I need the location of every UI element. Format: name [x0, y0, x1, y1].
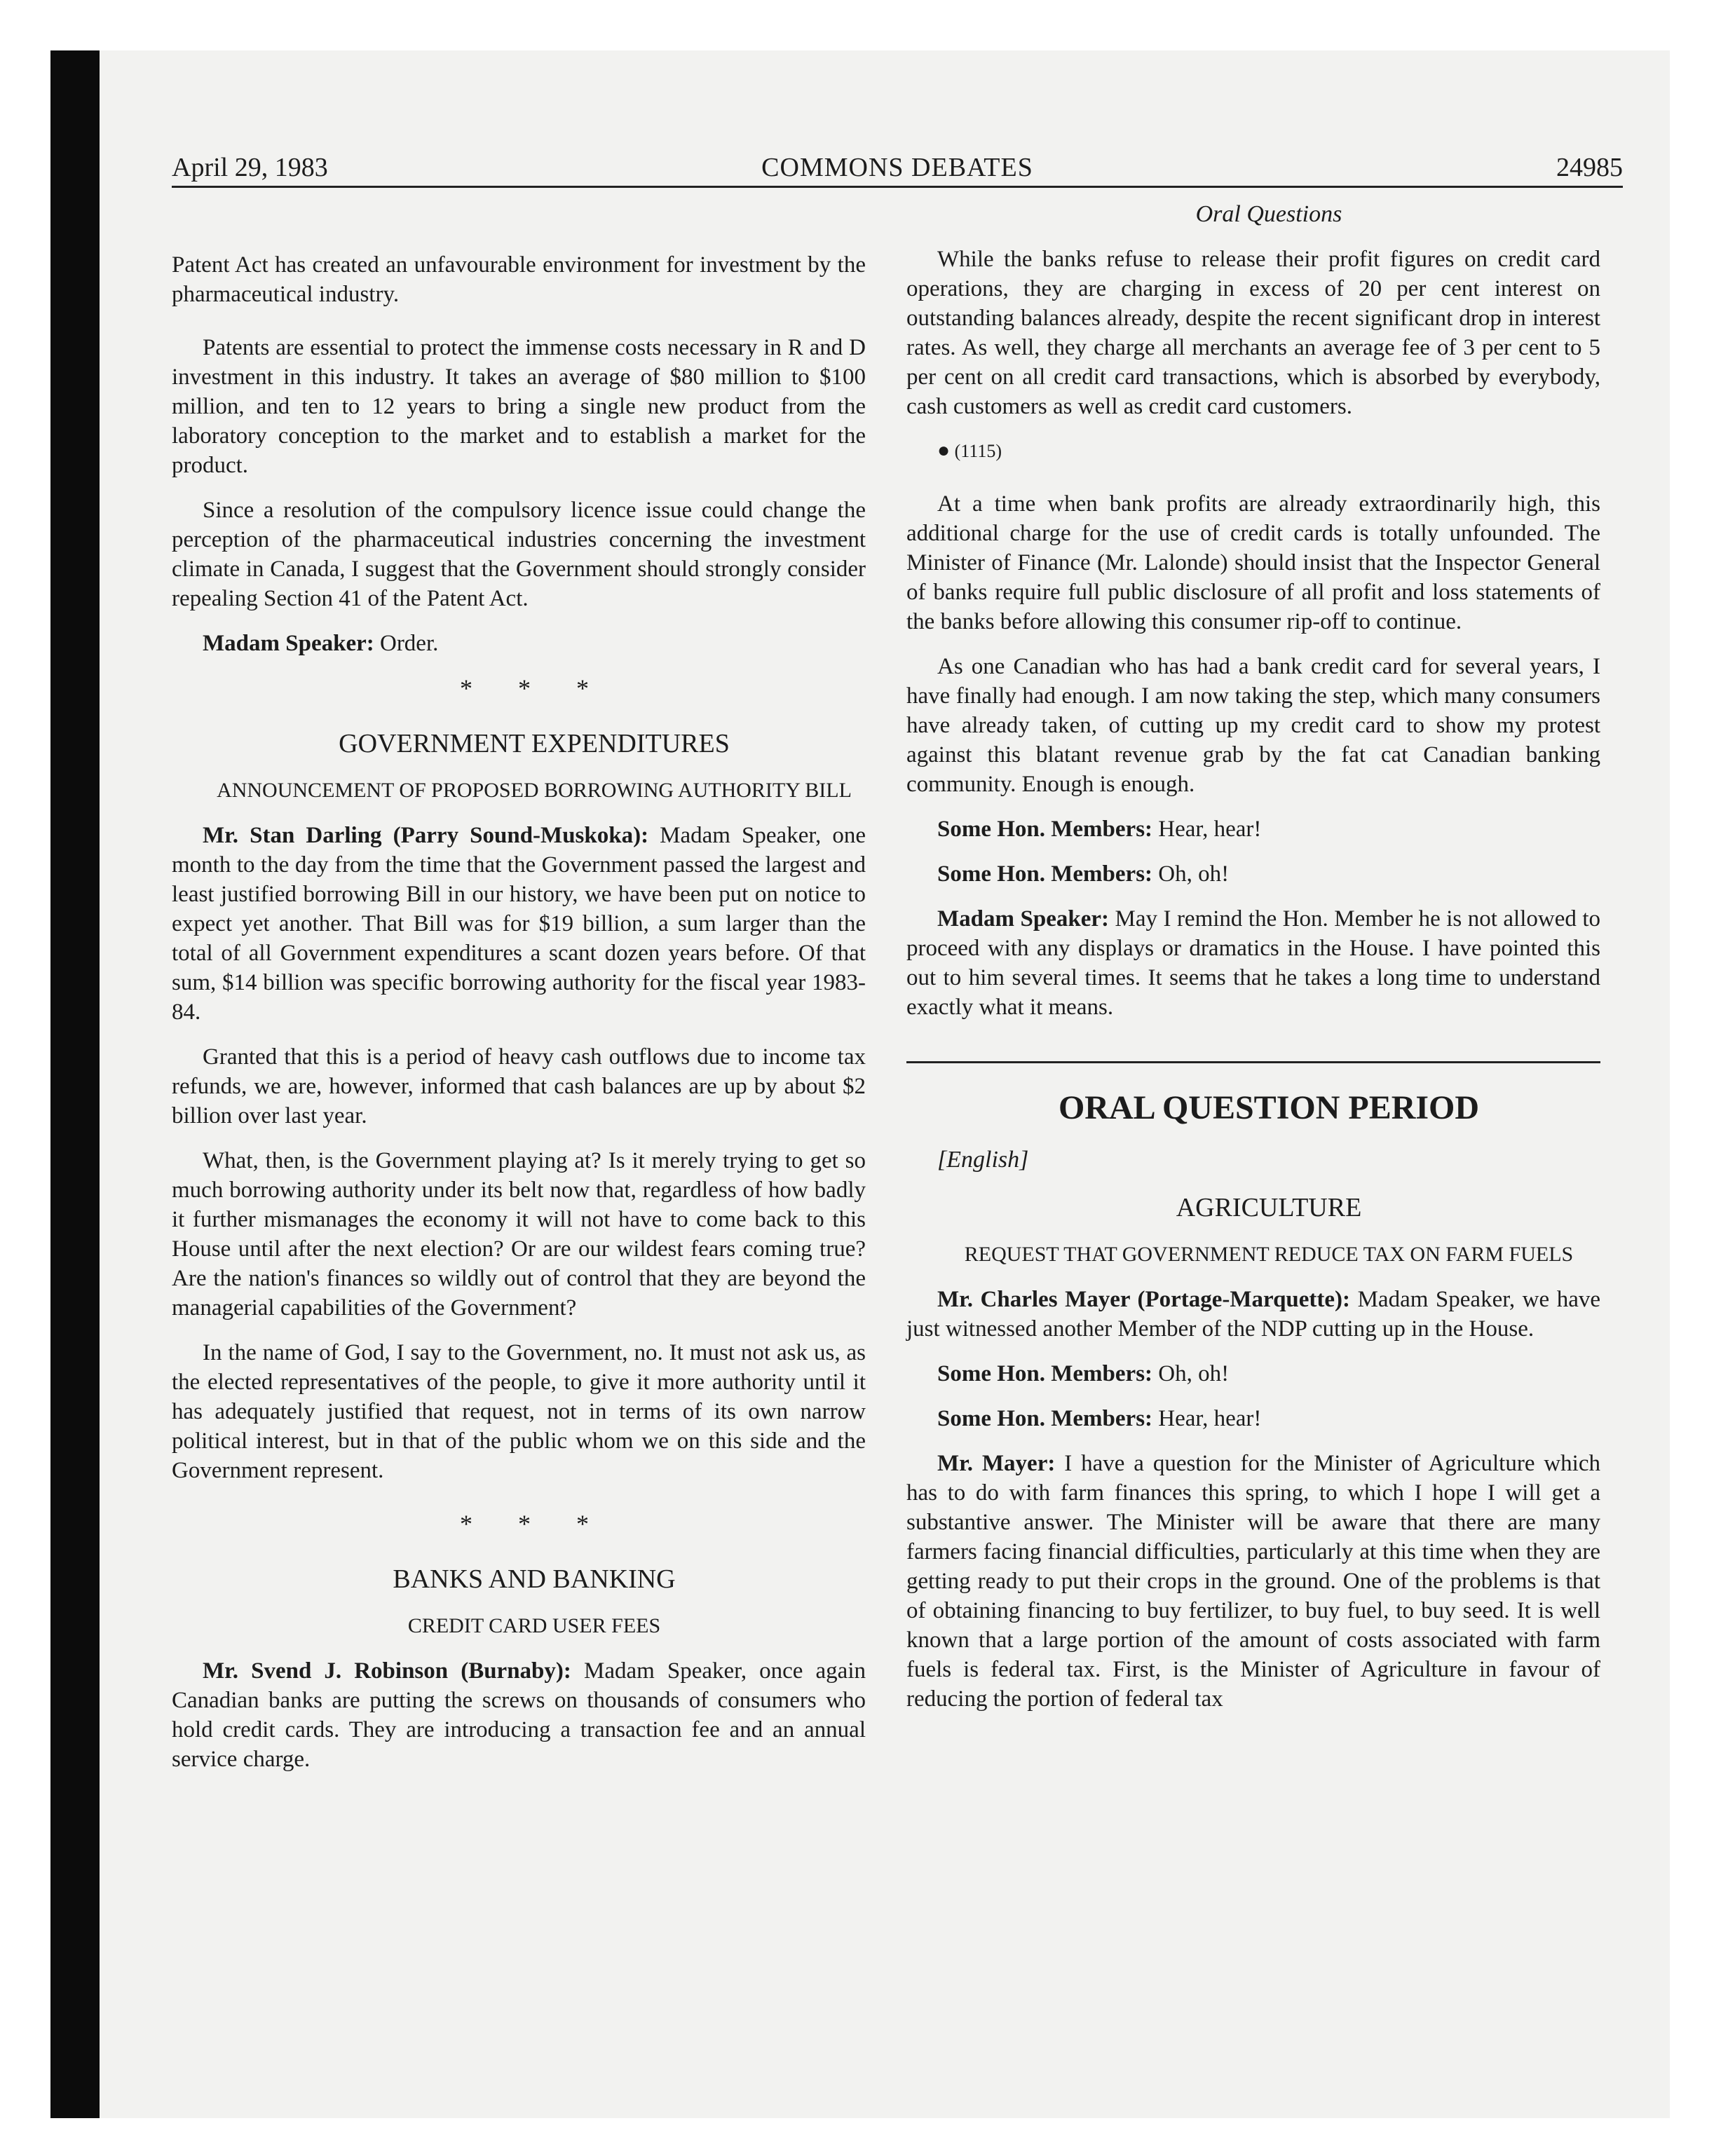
section-title: GOVERNMENT EXPENDITURES [339, 729, 730, 758]
section-separator: * * * [460, 1510, 608, 1538]
subsection-title: REQUEST THAT GOVERNMENT REDUCE TAX ON FARM FUELS [964, 1243, 1574, 1266]
speaker-name: Mr. Charles Mayer (Portage-Marquette): [937, 1287, 1351, 1312]
speaker-paragraph [172, 1656, 866, 1774]
speaker-name: Mr. Mayer: [937, 1451, 1056, 1476]
speech-text: Order. [374, 631, 439, 656]
speaker-paragraph [906, 859, 1600, 889]
left-column [172, 250, 866, 1774]
speech-text: Madam Speaker, one month to the day from the time that the Government passed the largest and least justified borrowing Bill in our history, we have been put on notice to expect yet another. That Bill was for $19 billion, a sum larger than the total of all Government expenditures a scant dozen years before. Of that sum, $14 billion was specific borrowing authority for the fiscal year 1983-84. [172, 823, 866, 1025]
speech-text: Madam Speaker, we have just witnessed another Member of the NDP cutting up in the House. [906, 1287, 1600, 1342]
time-marker [906, 437, 1600, 465]
speech-text: Madam Speaker, once again Canadian banks are putting the screws on thousands of consumers who hold credit cards. They are introducing a transaction fee and an annual service charge. [172, 1658, 866, 1772]
header-title: COMMONS DEBATES [761, 153, 1033, 182]
paragraph: Patents are essential to protect the immense costs necessary in R and D investment in this industry. It takes an average of $80 million to $100 million, and ten to 12 years to bring a single new product from the laboratory conception to the market and to establish a market for the product. [172, 335, 866, 478]
page-header [172, 144, 1623, 188]
subsection-title: ANNOUNCEMENT OF PROPOSED BORROWING AUTHORITY BILL [217, 779, 852, 802]
speaker-paragraph [172, 629, 866, 658]
subsection-title: CREDIT CARD USER FEES [407, 1614, 661, 1637]
speaker-name: Some Hon. Members: [937, 861, 1153, 887]
speech-text: Oh, oh! [1152, 1361, 1230, 1386]
section-title: BANKS AND BANKING [393, 1564, 676, 1594]
paragraph: What, then, is the Government playing at? Is it merely trying to get so much borrowing authority under its belt now that, regardless of how badly it further mismanages the economy it will not have to come back to this House until after the next election? Or are our wildest fears coming true? Are the nation's finances so wildly out of control that they are beyond the managerial capabilities of the Government? [172, 1148, 866, 1321]
time-marker-label: (1115) [954, 441, 1002, 461]
speaker-name: Madam Speaker: [937, 906, 1109, 932]
header-date: April 29, 1983 [172, 153, 328, 182]
speech-text: Hear, hear! [1152, 817, 1262, 842]
running-head: Oral Questions [1195, 201, 1342, 227]
speech-text: Oh, oh! [1152, 861, 1230, 887]
speech-text: Hear, hear! [1152, 1406, 1262, 1431]
speech-text: I have a question for the Minister of Agriculture which has to do with farm finances this spring, to which I hope I will get a substantive answer. The Minister will be aware that there are many farmers facing financial difficulties, particularly at this time when they are getting ready to put their crops in the ground. One of the problems is that of obtaining financing to buy fertilizer, to buy fuel, to buy seed. It is well known that a large portion of the amount of costs associated with farm fuels is federal tax. First, is the Minister of Agriculture in favour of reducing the portion of federal tax [906, 1451, 1600, 1712]
paragraph: In the name of God, I say to the Government, no. It must not ask us, as the elected representatives of the people, to give it more authority until it has adequately justified that request, not in terms of its own narrow political interest, but in that of the public whom we on this side and the Government represent. [172, 1340, 866, 1483]
major-section-title: ORAL QUESTION PERIOD [1058, 1089, 1480, 1126]
speaker-name: Some Hon. Members: [937, 817, 1153, 842]
speaker-name: Some Hon. Members: [937, 1406, 1153, 1431]
paragraph: Since a resolution of the compulsory licence issue could change the perception of the pharmaceutical industries concerning the investment climate in Canada, I suggest that the Government should strongly consider repealing Section 41 of the Patent Act. [172, 498, 866, 611]
speaker-paragraph [906, 1285, 1600, 1344]
speaker-paragraph [906, 1359, 1600, 1389]
bullet-icon: ● [937, 439, 951, 462]
speaker-paragraph [906, 814, 1600, 844]
section-separator: * * * [460, 674, 608, 702]
language-marker: [English] [937, 1147, 1029, 1173]
speaker-paragraph [172, 821, 866, 1027]
paragraph: As one Canadian who has had a bank credit card for several years, I have finally had enough. I am now taking the step, which many consumers have already taken, of cutting up my credit card to show my protest against this blatant revenue grab by the fat cat Canadian banking community. Enough is enough. [906, 654, 1600, 797]
section-title: AGRICULTURE [1176, 1193, 1362, 1222]
binding-edge [50, 50, 100, 2118]
speech-text: May I remind the Hon. Member he is not allowed to proceed with any displays or dramatics in the House. I have pointed this out to him several times. It seems that he takes a long time to understand exactly what it means. [906, 906, 1600, 1020]
speaker-paragraph [906, 904, 1600, 1022]
paragraph: While the banks refuse to release their profit figures on credit card operations, they are charging in excess of 20 per cent interest on outstanding balances already, despite the recent significant drop in interest rates. As well, they charge all merchants an average fee of 3 per cent to 5 per cent on all credit card transactions, which is absorbed by everybody, cash customers as well as credit card customers. [906, 247, 1600, 419]
header-page-number: 24985 [1556, 153, 1623, 182]
paragraph: Granted that this is a period of heavy cash outflows due to income tax refunds, we are, however, informed that cash balances are up by about $2 billion over last year. [172, 1044, 866, 1128]
paragraph: Patent Act has created an unfavourable environment for investment by the pharmaceutical industry. [172, 252, 866, 307]
document-page [172, 144, 1623, 1772]
speaker-paragraph [906, 1449, 1600, 1714]
speaker-name: Mr. Svend J. Robinson (Burnaby): [203, 1658, 571, 1684]
speaker-name: Madam Speaker: [203, 631, 374, 656]
paragraph: At a time when bank profits are already extraordinarily high, this additional charge for the use of credit cards is totally unfounded. The Minister of Finance (Mr. Lalonde) should insist that the Inspector General of banks require full public disclosure of all profit and loss statements of the banks before allowing this consumer rip-off to continue. [906, 491, 1600, 634]
speaker-name: Mr. Stan Darling (Parry Sound-Muskoka): [203, 823, 649, 848]
speaker-name: Some Hon. Members: [937, 1361, 1153, 1386]
right-column [906, 200, 1600, 1714]
speaker-paragraph [906, 1404, 1600, 1433]
